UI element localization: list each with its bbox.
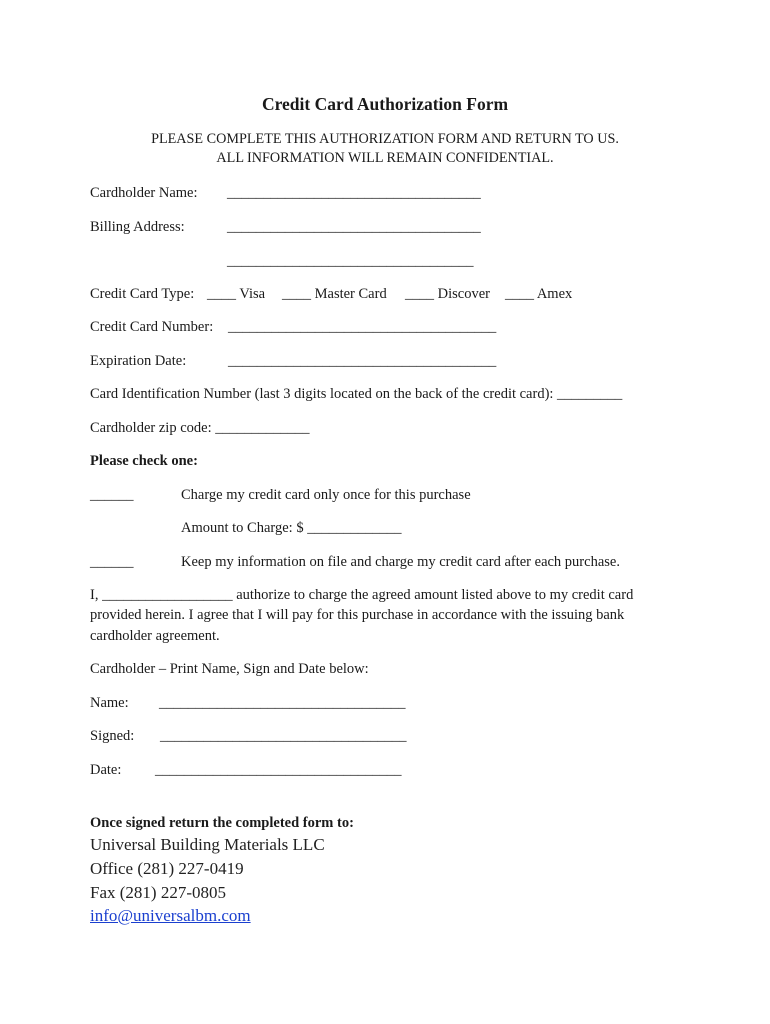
email-link[interactable]: info@universalbm.com bbox=[90, 906, 251, 925]
cardholder-name-label: Cardholder Name: bbox=[90, 185, 198, 201]
cardholder-zip-code[interactable]: Cardholder zip code: _____________ bbox=[90, 420, 310, 436]
option-once-blank[interactable]: ______ bbox=[90, 487, 134, 503]
date-field[interactable]: __________________________________ bbox=[155, 762, 402, 778]
name-label: Name: bbox=[90, 695, 129, 711]
authorization-line-1[interactable]: I, __________________ authorize to charge the agreed amount listed above to my credit card bbox=[90, 587, 634, 603]
card-type-visa[interactable]: ____ Visa bbox=[207, 286, 266, 302]
signed-field[interactable]: __________________________________ bbox=[160, 728, 407, 744]
return-heading: Once signed return the completed form to: bbox=[90, 815, 354, 831]
card-type-label: Credit Card Type: bbox=[90, 286, 195, 302]
card-type-mastercard[interactable]: ____ Master Card bbox=[282, 286, 387, 302]
expiration-date-field[interactable]: _____________________________________ bbox=[228, 353, 497, 369]
signed-label: Signed: bbox=[90, 728, 135, 744]
instruction-line-1: PLEASE COMPLETE THIS AUTHORIZATION FORM AND RETURN TO US. bbox=[151, 131, 619, 147]
date-label: Date: bbox=[90, 762, 122, 778]
instruction-line-2: ALL INFORMATION WILL REMAIN CONFIDENTIAL. bbox=[216, 150, 554, 166]
billing-address-field-1[interactable]: ___________________________________ bbox=[227, 219, 481, 235]
option-on-file-text: Keep my information on file and charge my credit card after each purchase. bbox=[181, 554, 620, 570]
card-type-discover[interactable]: ____ Discover bbox=[405, 286, 490, 302]
card-number-field[interactable]: _____________________________________ bbox=[228, 319, 497, 335]
fax-number: Fax (281) 227-0805 bbox=[90, 883, 226, 902]
name-field[interactable]: __________________________________ bbox=[159, 695, 406, 711]
page-title: Credit Card Authorization Form bbox=[261, 94, 509, 114]
expiration-date-label: Expiration Date: bbox=[90, 353, 187, 369]
signature-heading: Cardholder – Print Name, Sign and Date below: bbox=[90, 661, 369, 677]
authorization-line-2: provided herein. I agree that I will pay for this purchase in accordance with the issuing bank bbox=[90, 607, 625, 623]
card-identification-number[interactable]: Card Identification Number (last 3 digits located on the back of the credit card): _________ bbox=[90, 386, 623, 402]
authorization-line-3: cardholder agreement. bbox=[90, 628, 220, 644]
office-phone: Office (281) 227-0419 bbox=[90, 859, 244, 878]
option-once-text: Charge my credit card only once for this purchase bbox=[181, 487, 471, 503]
card-number-label: Credit Card Number: bbox=[90, 319, 214, 335]
card-type-amex[interactable]: ____ Amex bbox=[505, 286, 573, 302]
check-one-heading: Please check one: bbox=[90, 453, 198, 469]
billing-address-field-2[interactable]: __________________________________ bbox=[227, 253, 474, 269]
option-on-file-blank[interactable]: ______ bbox=[90, 554, 134, 570]
billing-address-label: Billing Address: bbox=[90, 219, 185, 235]
company-name: Universal Building Materials LLC bbox=[90, 835, 325, 854]
cardholder-name-field[interactable]: ___________________________________ bbox=[227, 185, 481, 201]
amount-to-charge[interactable]: Amount to Charge: $ _____________ bbox=[181, 520, 402, 536]
